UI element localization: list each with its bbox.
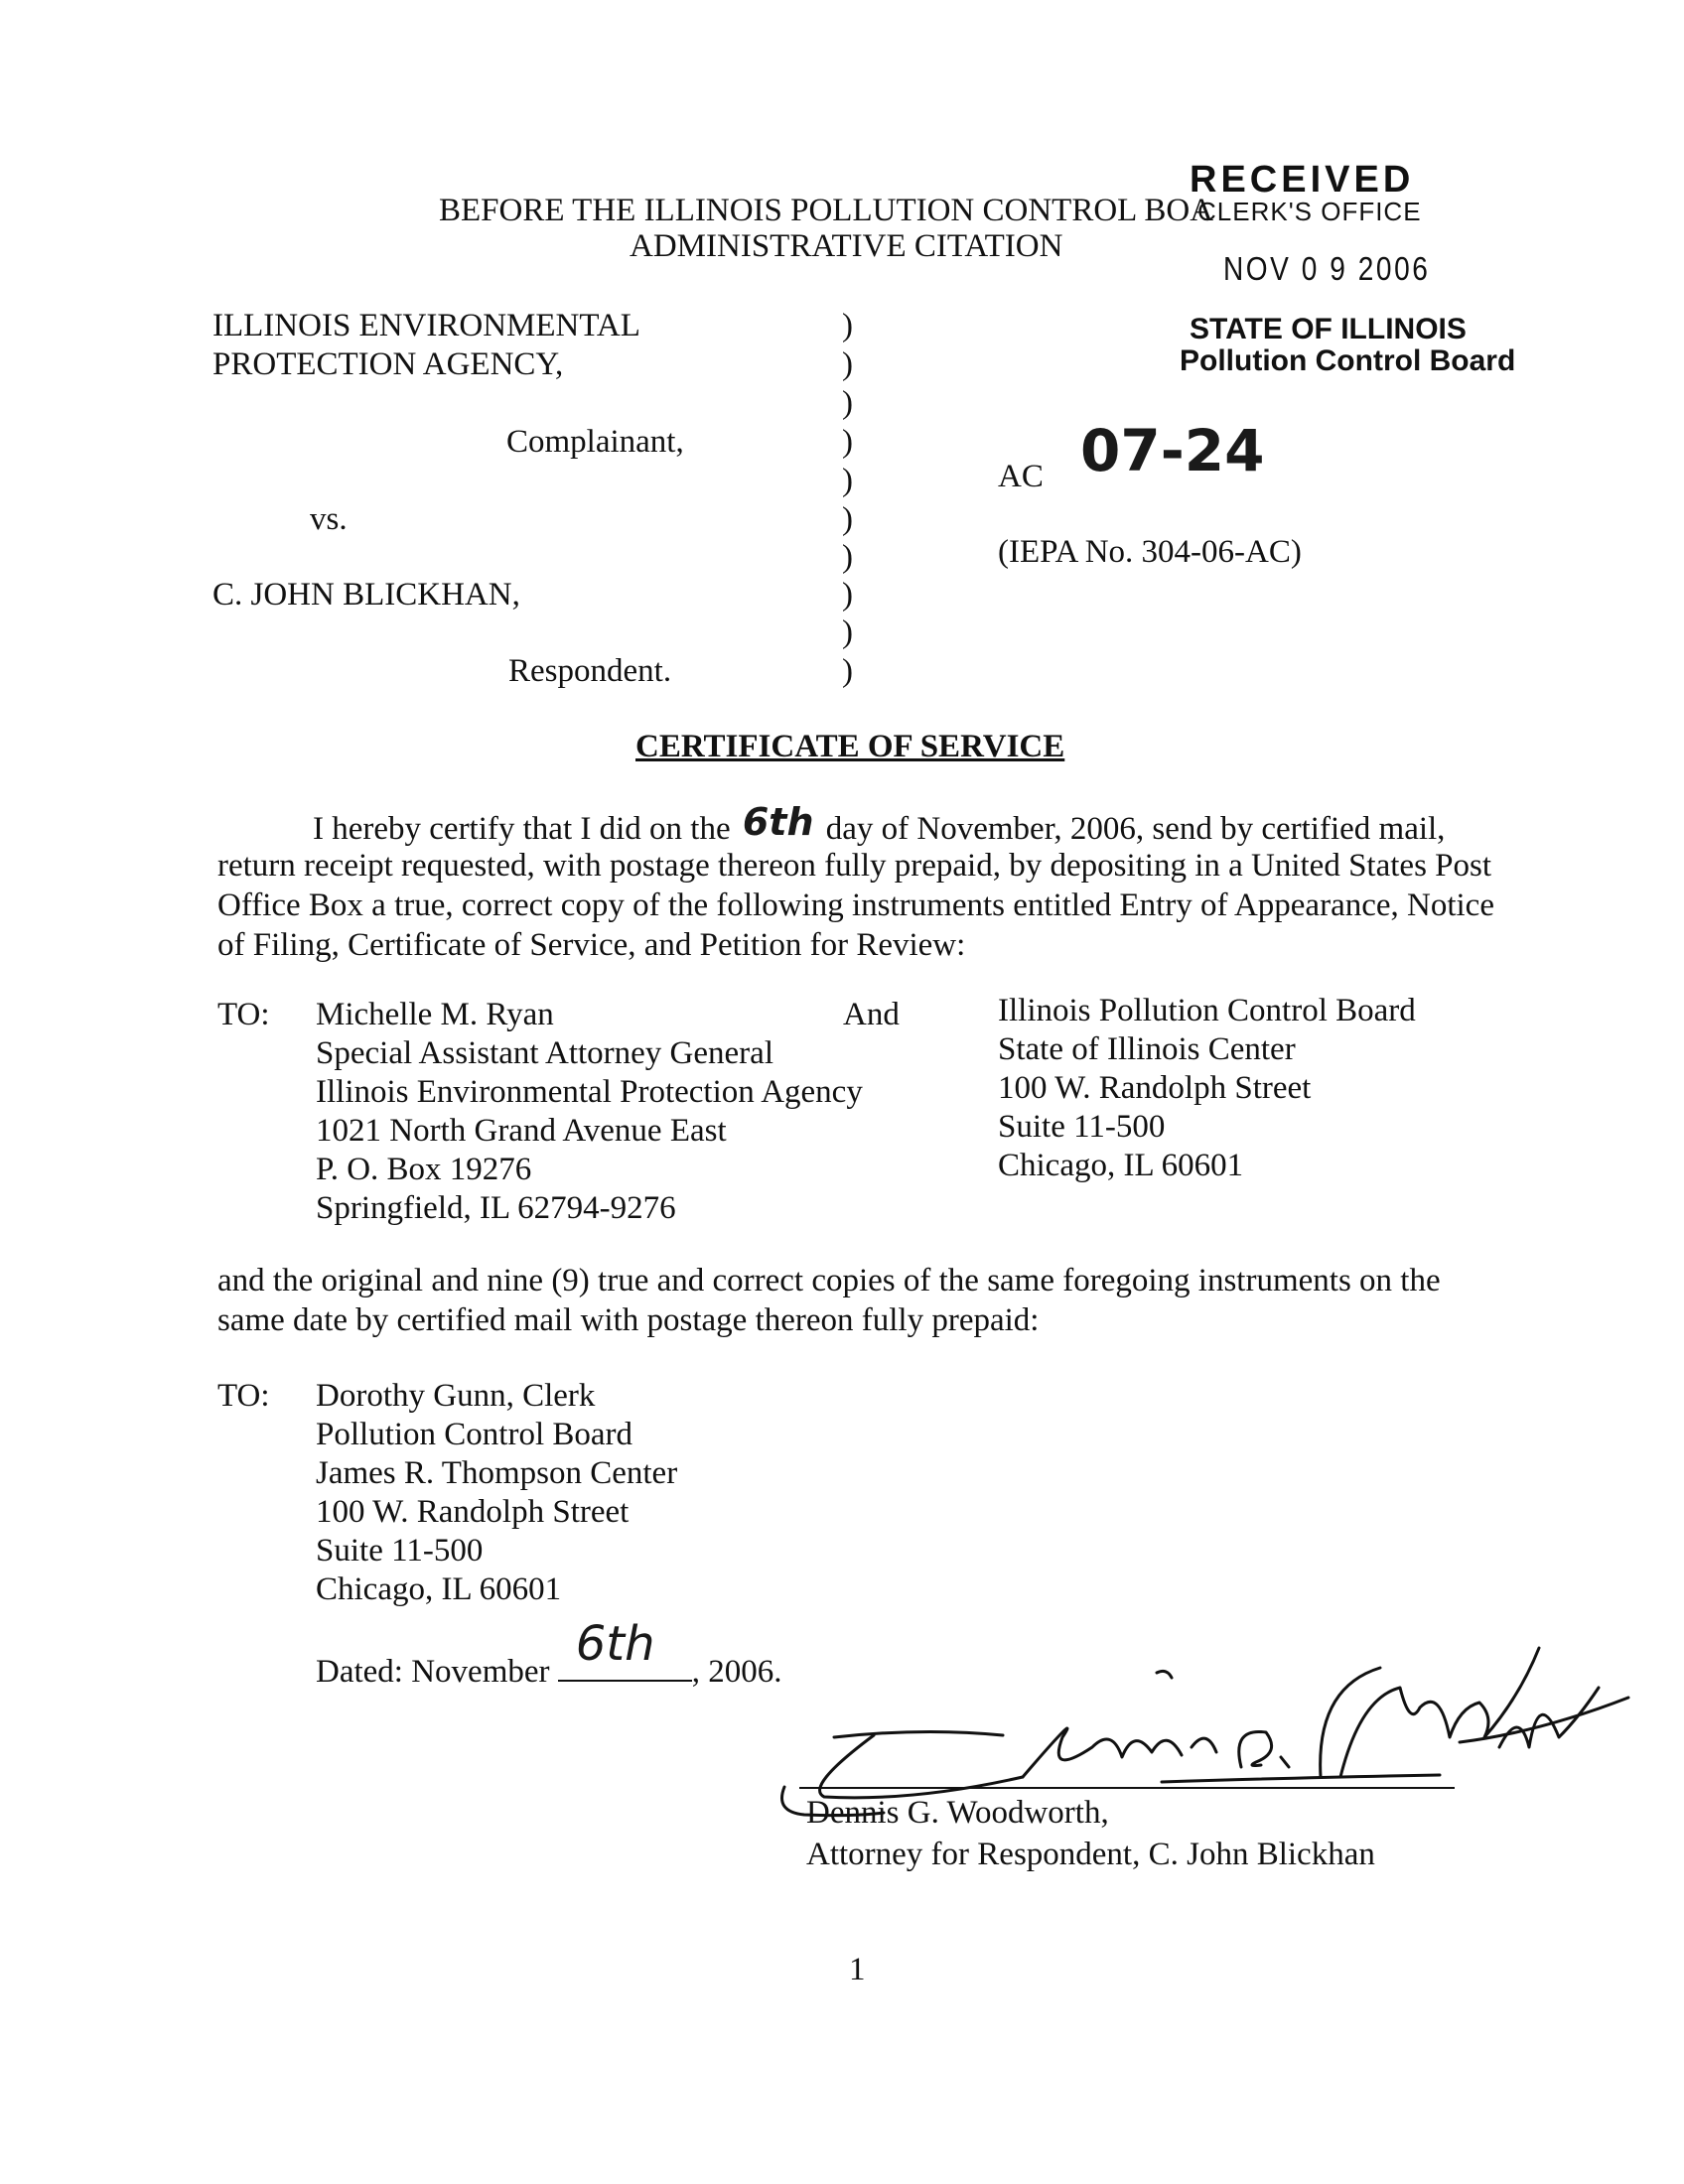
body-line: Office Box a true, correct copy of the following instruments entitled Entry of Appearance, Notice [217, 887, 1494, 923]
caption-paren: ) [842, 653, 853, 689]
body-text: day of November, 2006, send by certified mail, [825, 811, 1446, 847]
recipient-line: Chicago, IL 60601 [316, 1571, 562, 1607]
signatory-title: Attorney for Respondent, C. John Blickhan [806, 1837, 1375, 1872]
caption-paren: ) [842, 463, 853, 498]
handwritten-day: 6th [742, 800, 814, 844]
clerks-office-stamp: CLERK'S OFFICE [1197, 197, 1422, 226]
received-stamp: RECEIVED [1190, 159, 1415, 201]
recipient-line: P. O. Box 19276 [316, 1152, 532, 1187]
stamp-board: Pollution Control Board [1180, 344, 1516, 377]
header-line-2: ADMINISTRATIVE CITATION [630, 228, 1063, 264]
caption-paren: ) [842, 346, 853, 382]
recipient-line: Illinois Pollution Control Board [998, 993, 1416, 1028]
recipient-line: Chicago, IL 60601 [998, 1148, 1244, 1183]
body-line [313, 800, 1446, 849]
document-title: CERTIFICATE OF SERVICE [635, 729, 1065, 764]
respondent-name: C. JOHN BLICKHAN, [212, 577, 520, 613]
complainant-name-line-2: PROTECTION AGENCY, [212, 346, 564, 382]
caption-paren: ) [842, 308, 853, 343]
recipient-line: Springfield, IL 62794-9276 [316, 1190, 676, 1226]
case-number-handwritten: 07-24 [1080, 417, 1265, 484]
caption-paren: ) [842, 577, 853, 613]
caption-paren: ) [842, 385, 853, 421]
body-text: I hereby certify that I did on the [313, 811, 731, 847]
caption-paren: ) [842, 614, 853, 650]
page-number: 1 [849, 1952, 866, 1987]
dated-prefix: Dated: November [316, 1654, 550, 1690]
to-label: TO: [217, 997, 270, 1032]
signature-line [799, 1787, 1455, 1789]
caption-paren: ) [842, 539, 853, 575]
recipient-line: State of Illinois Center [998, 1031, 1296, 1067]
body-line: of Filing, Certificate of Service, and Petition for Review: [217, 927, 966, 963]
complainant-role: Complainant, [506, 424, 684, 460]
caption-paren: ) [842, 501, 853, 537]
dated-line [316, 1616, 782, 1692]
body-line: and the original and nine (9) true and correct copies of the same foregoing instruments on the [217, 1263, 1441, 1298]
and-label: And [843, 997, 900, 1032]
stamp-state: STATE OF ILLINOIS [1190, 313, 1467, 345]
recipient-line: Michelle M. Ryan [316, 997, 554, 1032]
to-label: TO: [217, 1378, 270, 1414]
body-line: return receipt requested, with postage thereon fully prepaid, by depositing in a United States Post [217, 848, 1492, 884]
recipient-line: Special Assistant Attorney General [316, 1035, 773, 1071]
recipient-line: Suite 11-500 [998, 1109, 1166, 1145]
iepa-number: (IEPA No. 304-06-AC) [998, 534, 1302, 570]
versus: vs. [310, 501, 348, 537]
date-blank [558, 1616, 692, 1682]
signatory-name: Dennis G. Woodworth, [806, 1795, 1109, 1831]
case-prefix: AC [998, 459, 1044, 494]
body-line: same date by certified mail with postage thereon fully prepaid: [217, 1302, 1040, 1338]
header-line-1: BEFORE THE ILLINOIS POLLUTION CONTROL BOA [439, 193, 1214, 228]
recipient-line: Pollution Control Board [316, 1417, 633, 1452]
recipient-line: James R. Thompson Center [316, 1455, 678, 1491]
respondent-role: Respondent. [508, 653, 672, 689]
dated-suffix: , 2006. [691, 1654, 782, 1690]
handwritten-dated-day: 6th [575, 1616, 655, 1672]
recipient-line: Dorothy Gunn, Clerk [316, 1378, 596, 1414]
recipient-line: 1021 North Grand Avenue East [316, 1113, 727, 1149]
caption-paren: ) [842, 424, 853, 460]
recipient-line: Illinois Environmental Protection Agency [316, 1074, 863, 1110]
recipient-line: 100 W. Randolph Street [316, 1494, 630, 1530]
stamp-date: NOV 0 9 2006 [1223, 250, 1431, 287]
complainant-name-line-1: ILLINOIS ENVIRONMENTAL [212, 308, 640, 343]
recipient-line: 100 W. Randolph Street [998, 1070, 1312, 1106]
recipient-line: Suite 11-500 [316, 1533, 484, 1569]
